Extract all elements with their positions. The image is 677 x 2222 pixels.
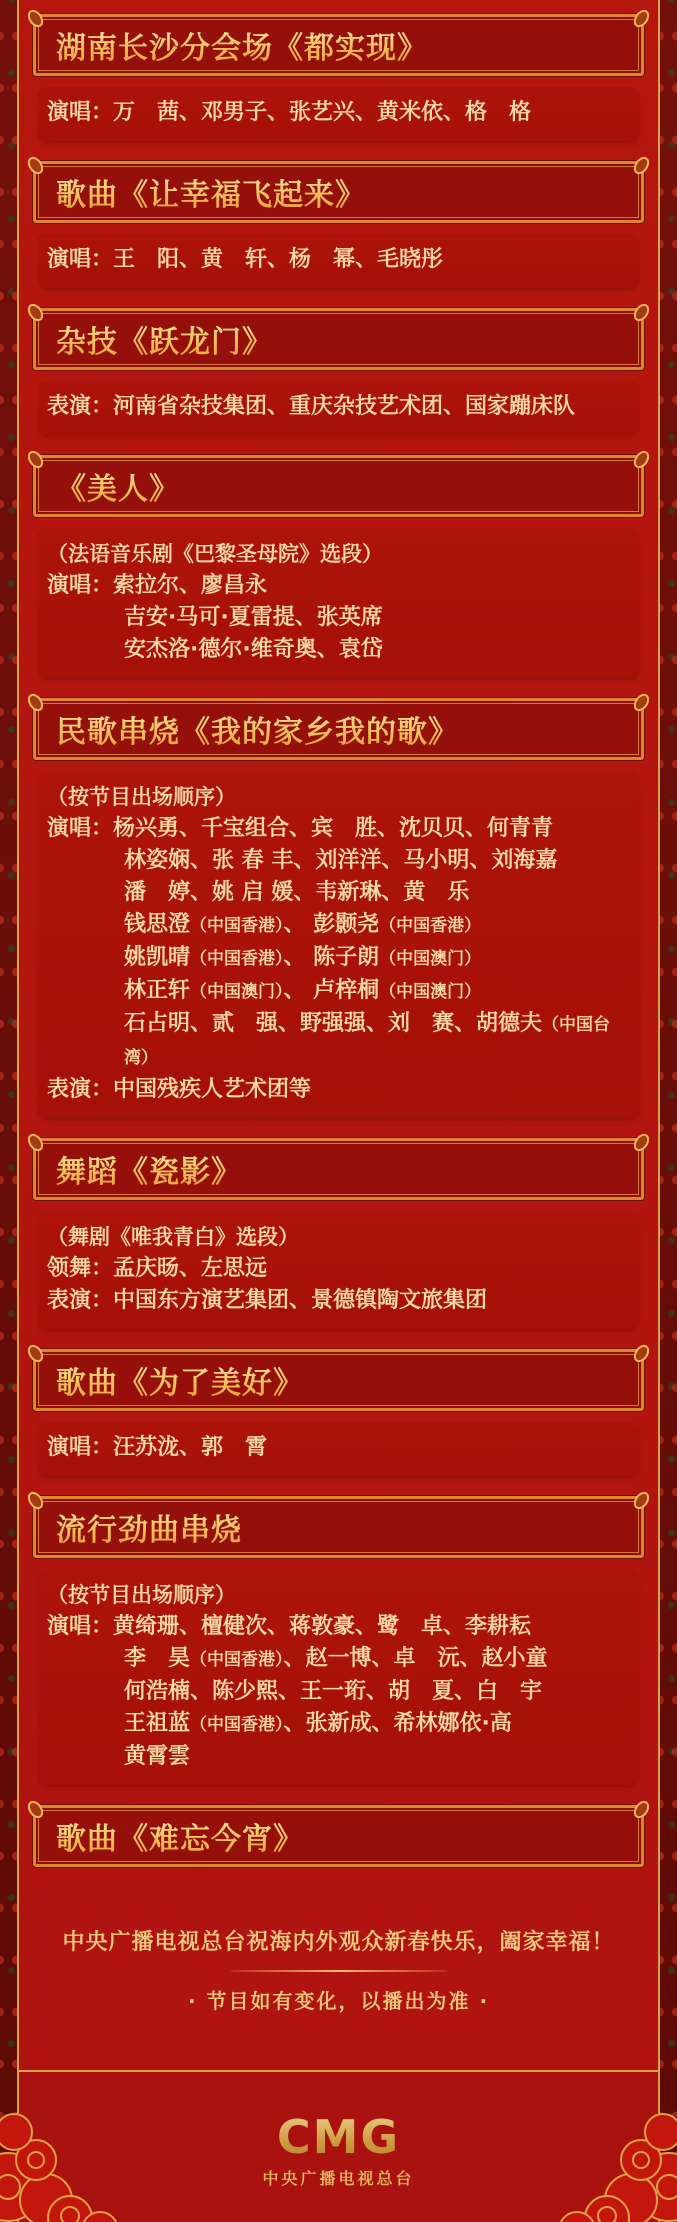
program-title-plaque [33, 1349, 644, 1411]
footer-divider [231, 1970, 447, 1972]
credit-names: 中国东方演艺集团、景德镇陶文旅集团 [113, 1288, 488, 1313]
program-credits [37, 1569, 640, 1785]
program-title-plaque [33, 1805, 644, 1867]
program-title-plaque [33, 14, 644, 76]
note-text: （按节目出场顺序） [47, 1583, 236, 1607]
credit-names: 石占明、贰 强、野强强、刘 赛、胡德夫（中国台湾） [124, 1011, 611, 1068]
program-credits [37, 1211, 640, 1329]
credit-label: 演唱： [47, 100, 114, 125]
blessing-text: 中央广播电视总台祝海内外观众新春快乐，阖家幸福！ [62, 1930, 615, 1955]
credit-names: 孟庆旸、左思远 [113, 1256, 268, 1281]
scroll-ornament-icon [631, 1342, 653, 1365]
note-text: （法语音乐剧《巴黎圣母院》选段） [47, 542, 383, 566]
credit-names: 安杰洛·德尔·维奇奥、袁岱 [124, 637, 383, 662]
credit-names: 钱思澄（中国香港）、 彭颢尧（中国香港） [124, 912, 482, 937]
credit-line [47, 570, 632, 602]
program-list [19, 0, 658, 2072]
program-title: 歌曲《难忘今宵》 [36, 1814, 304, 1858]
region-tag: （中国台湾） [124, 1015, 611, 1068]
credit-names: 何浩楠、陈少熙、王一珩、胡 夏、白 宇 [124, 1679, 543, 1704]
credit-names: 万 茜、邓男子、张艺兴、黄米依、格 格 [113, 100, 532, 125]
cmg-logo-subtitle: 中央广播电视总台 [262, 2169, 415, 2188]
credit-continuation-line [47, 602, 632, 634]
credit-continuation-line [47, 845, 632, 877]
credit-names: 杨兴勇、千宝组合、宾 胜、沈贝贝、何青青 [113, 816, 554, 841]
program-title: 歌曲《为了美好》 [36, 1358, 304, 1402]
region-tag: （中国澳门） [379, 949, 482, 969]
region-tag: （中国香港） [190, 1650, 284, 1670]
scroll-ornament-icon [631, 7, 653, 30]
note-text: （舞剧《唯我青白》选段） [47, 1225, 299, 1249]
cmg-logo [0, 2110, 677, 2189]
region-tag: （中国澳门） [379, 982, 482, 1002]
program-title-plaque [33, 308, 644, 370]
program-title-plaque [33, 698, 644, 760]
credit-names: 河南省杂技集团、重庆杂技艺术团、国家蹦床队 [113, 394, 576, 419]
program-credits [37, 528, 640, 678]
scroll-ornament-icon [631, 154, 653, 177]
credit-continuation-line [47, 1643, 632, 1676]
scroll-ornament-icon [631, 301, 653, 324]
program-credits [37, 1422, 640, 1476]
credit-label: 演唱： [47, 1435, 114, 1460]
logo-band [0, 2072, 677, 2222]
program-sections [19, 14, 658, 1867]
credit-names: 姚凯晴（中国香港）、 陈子朗（中国澳门） [124, 945, 482, 970]
credit-continuation-line [47, 877, 632, 909]
region-tag: （中国香港） [190, 1715, 284, 1735]
decorative-border-right [658, 0, 677, 2222]
credit-line [47, 1285, 632, 1317]
scroll-ornament-icon [631, 1798, 653, 1821]
credit-label: 演唱： [47, 573, 114, 598]
program-title: 歌曲《让幸福飞起来》 [36, 170, 366, 214]
program-credits [37, 381, 640, 435]
footer-message [19, 1925, 658, 2014]
program-title: 《美人》 [36, 464, 180, 508]
note-line [47, 1221, 632, 1253]
region-tag: （中国香港） [190, 949, 284, 969]
program-title: 流行劲曲串烧 [36, 1505, 242, 1549]
program-title: 舞蹈《瓷影》 [36, 1147, 242, 1191]
credit-continuation-line [47, 1741, 632, 1773]
credit-label: 演唱： [47, 1614, 114, 1639]
disclaimer-text: · 节目如有变化，以播出为准 · [187, 1989, 490, 2013]
credit-label: 领舞： [47, 1256, 114, 1281]
program-title: 湖南长沙分会场《都实现》 [36, 23, 428, 67]
credit-continuation-line [47, 942, 632, 975]
region-tag: （中国香港） [190, 916, 284, 936]
credit-names: 王祖蓝（中国香港）、张新成、希林娜依·高 [124, 1711, 512, 1736]
credit-line [47, 1432, 632, 1464]
scroll-ornament-icon [631, 691, 653, 714]
credit-continuation-line [47, 1008, 632, 1074]
note-line [47, 538, 632, 570]
program-title-plaque [33, 1138, 644, 1200]
region-tag: （中国澳门） [190, 982, 284, 1002]
credit-continuation-line [47, 975, 632, 1008]
scroll-ornament-icon [631, 448, 653, 471]
credit-names: 黄绮珊、檀健次、蒋敦豪、鹭 卓、李耕耘 [113, 1614, 532, 1639]
credit-label: 表演： [47, 394, 114, 419]
credit-names: 王 阳、黄 轩、杨 幂、毛晓彤 [113, 247, 444, 272]
credit-names: 潘 婷、姚 启 媛、韦新琳、黄 乐 [124, 880, 470, 905]
credit-line [47, 97, 632, 129]
credit-names: 中国残疾人艺术团等 [113, 1077, 312, 1102]
program-credits [37, 234, 640, 288]
credit-names: 索拉尔、廖昌永 [113, 573, 268, 598]
credit-line [47, 1253, 632, 1285]
program-title-plaque [33, 455, 644, 517]
cmg-logo-text: CMG [0, 2110, 677, 2164]
program-title: 杂技《跃龙门》 [36, 317, 273, 361]
program-title: 民歌串烧《我的家乡我的歌》 [36, 707, 459, 751]
credit-names: 黄霄雲 [124, 1744, 191, 1769]
scroll-ornament-icon [631, 1489, 653, 1512]
credit-continuation-line [47, 1708, 632, 1741]
credit-label: 演唱： [47, 247, 114, 272]
credit-label: 表演： [47, 1288, 114, 1313]
region-tag: （中国香港） [379, 916, 482, 936]
note-text: （按节目出场顺序） [47, 785, 236, 809]
credit-line [47, 391, 632, 423]
note-line [47, 1579, 632, 1611]
credit-label: 表演： [47, 1077, 114, 1102]
scroll-ornament-icon [631, 1131, 653, 1154]
credit-line [47, 244, 632, 276]
program-title-plaque [33, 161, 644, 223]
program-title-plaque [33, 1496, 644, 1558]
credit-names: 林正轩（中国澳门）、 卢梓桐（中国澳门） [124, 978, 482, 1003]
decorative-border-left [0, 0, 19, 2222]
credit-continuation-line [47, 634, 632, 666]
program-credits [37, 87, 640, 141]
program-credits [37, 771, 640, 1118]
credit-names: 吉安·马可·夏雷提、张英席 [124, 605, 383, 630]
credit-continuation-line [47, 909, 632, 942]
credit-names: 李 昊（中国香港）、赵一博、卓 沅、赵小童 [124, 1646, 548, 1671]
credit-line [47, 813, 632, 845]
credit-names: 汪苏泷、郭 霄 [113, 1435, 268, 1460]
note-line [47, 781, 632, 813]
credit-line [47, 1074, 632, 1106]
credit-label: 演唱： [47, 816, 114, 841]
credit-line [47, 1611, 632, 1643]
credit-names: 林姿娴、张 春 丰、刘洋洋、马小明、刘海嘉 [124, 848, 558, 873]
credit-continuation-line [47, 1676, 632, 1708]
